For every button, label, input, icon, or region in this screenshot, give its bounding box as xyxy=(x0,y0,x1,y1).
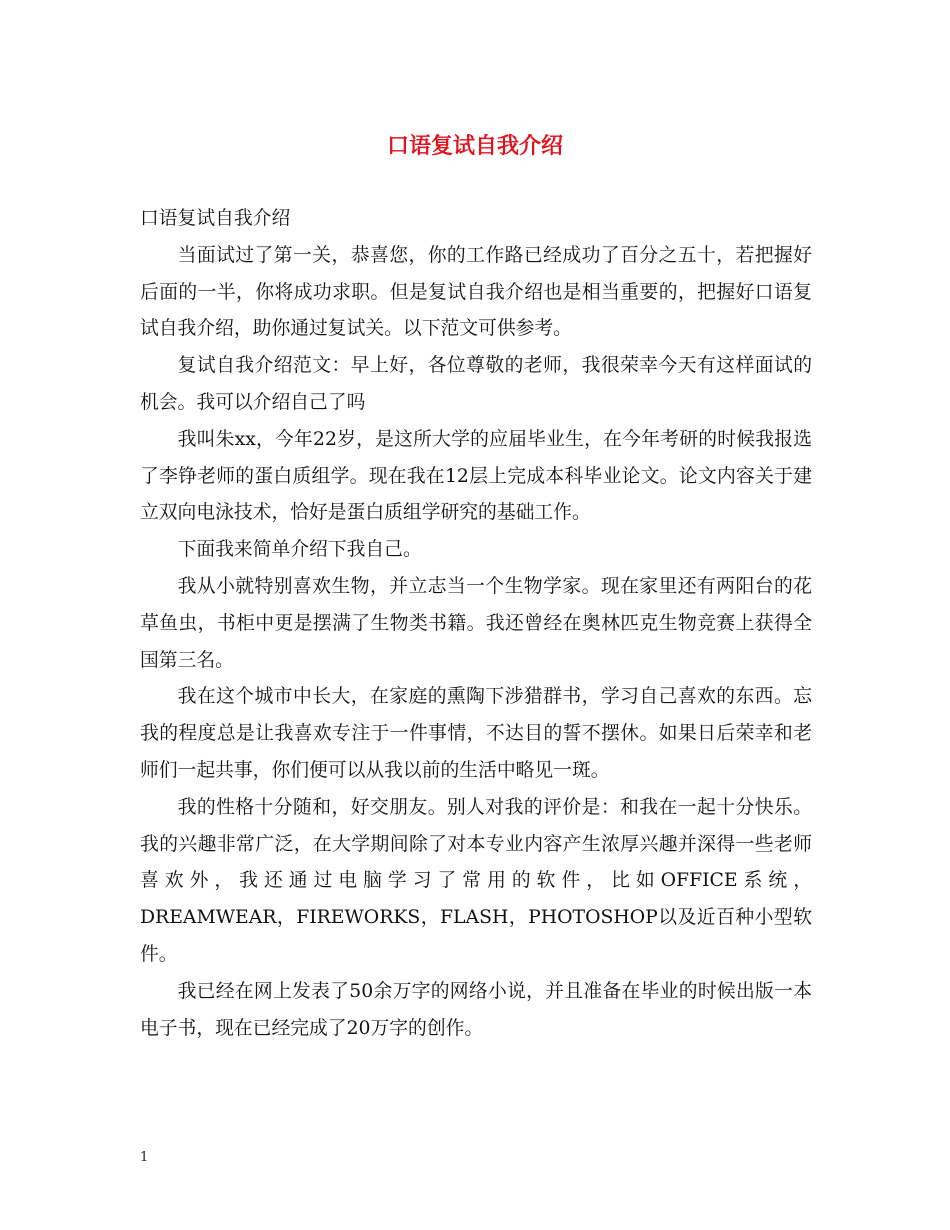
paragraph: 当面试过了第一关，恭喜您，你的工作路已经成功了百分之五十，若把握好后面的一半，你将成功求职。但是复试自我介绍也是相当重要的，把握好口语复试自我介绍，助你通过复试关。以下范文可供参考。 xyxy=(140,244,812,340)
paragraph: 我的性格十分随和，好交朋友。别人对我的评价是：和我在一起十分快乐。我的兴趣非常广泛，在大学期间除了对本专业内容产生浓厚兴趣并深得一些老师喜欢外，我还通过电脑学习了常用的软件，比如OFFICE系统，DREAMWEAR，FIREWORKS，FLASH，PHOTOSHOP以及近百种小型软件。 xyxy=(140,796,812,965)
paragraph: 我叫朱xx，今年22岁，是这所大学的应届毕业生，在今年考研的时候我报选了李铮老师的蛋白质组学。现在我在12层上完成本科毕业论文。论文内容关于建立双向电泳技术，恰好是蛋白质组学研究的基础工作。 xyxy=(140,428,812,524)
paragraph: 我从小就特别喜欢生物，并立志当一个生物学家。现在家里还有两阳台的花草鱼虫，书柜中更是摆满了生物类书籍。我还曾经在奥林匹克生物竞赛上获得全国第三名。 xyxy=(140,575,812,671)
paragraph: 我在这个城市中长大，在家庭的熏陶下涉猎群书，学习自己喜欢的东西。忘我的程度总是让我喜欢专注于一件事情，不达目的誓不摆休。如果日后荣幸和老师们一起共事，你们便可以从我以前的生活中略见一斑。 xyxy=(140,686,812,781)
document-title: 口语复试自我介绍 xyxy=(386,133,563,159)
paragraph: 我已经在网上发表了50余万字的网络小说，并且准备在毕业的时候出版一本电子书，现在已经完成了20万字的创作。 xyxy=(140,980,812,1039)
paragraph: 下面我来简单介绍下我自己。 xyxy=(177,539,422,561)
document-subtitle: 口语复试自我介绍 xyxy=(140,208,291,229)
page-number: 1 xyxy=(140,1150,149,1165)
paragraph: 复试自我介绍范文：早上好，各位尊敬的老师，我很荣幸今天有这样面试的机会。我可以介绍自己了吗 xyxy=(140,355,812,413)
document-body xyxy=(140,201,812,1047)
